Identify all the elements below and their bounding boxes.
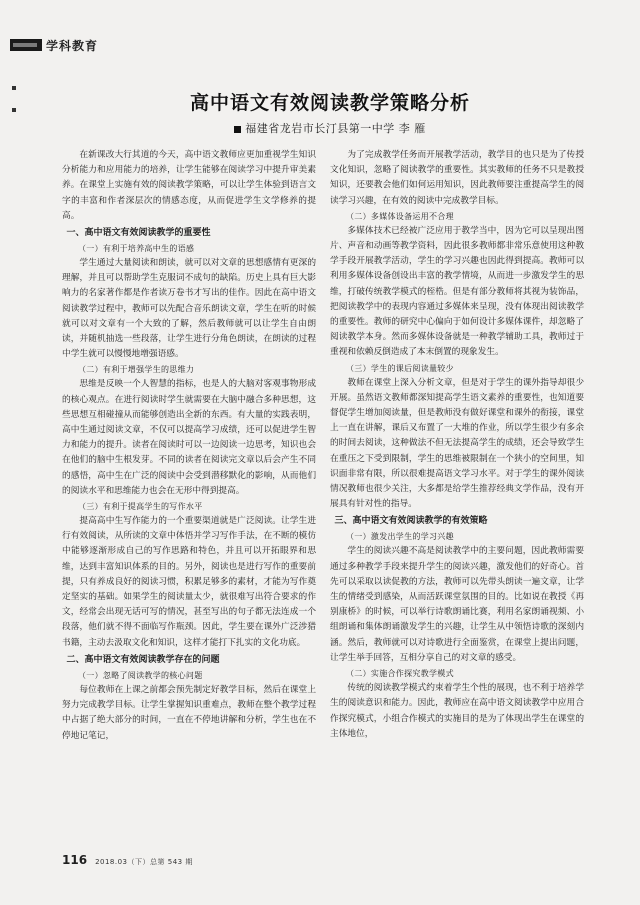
subsection-heading: （二）多媒体设备运用不合理	[346, 211, 454, 221]
section-label: 学科教育	[46, 38, 99, 53]
paragraph: 思维是反映一个人智慧的指标，也是人的大脑对客观事物形成的核心观点。在进行阅读时学生就需要在大脑中融合多种思想，这些思想互相碰撞从而能够创造出全新的东西。有大量的实践表明，高中生通过阅读文章，不仅可以提高学习成绩，还可以促进学生智力和能力的提升。读者在阅读时可以一边阅读一边思考，知识也会在他们的脑中生根发芽。不同的读者在阅读完文章以后会产生不同的感悟，高中生在广泛的阅读中会受到潜移默化的影响，从而他们的阅读水平和思维能力也会在无形中得到提高。	[62, 379, 316, 496]
author-text: 福建省龙岩市长汀县第一中学 李 雁	[245, 122, 426, 135]
page-footer	[62, 853, 193, 867]
subsection-heading: （一）有利于培养高中生的语感	[78, 244, 195, 254]
left-column	[62, 148, 316, 744]
subsection-heading: （三）有利于提高学生的写作水平	[78, 502, 203, 512]
margin-mark	[12, 108, 16, 112]
right-column	[330, 148, 584, 742]
issue-info: 2018.03（下）总第 543 期	[95, 858, 193, 866]
subsection-heading: （二）实施合作探究教学模式	[346, 669, 454, 679]
section-heading: 二、高中语文有效阅读教学存在的问题	[66, 654, 220, 665]
subsection-heading: （一）忽略了阅读教学的核心问题	[78, 670, 203, 680]
subsection-heading: （二）有利于增强学生的思维力	[78, 365, 195, 375]
paragraph: 学生通过大量阅读和朗读，就可以对文章的思想感情有更深的理解，并且可以帮助学生克服词不成句的缺陷。历史上具有巨大影响力的名家著作都是作者读万卷书才写出的佳作。因此在高中语文阅读教学过程中，教师可以先配合音乐朗读文章，学生在听的时候就可以对文章有一个大致的了解，然后教师就可以让学生自由朗读，并随机抽选一些段落，让学生进行分角色朗读，在朗读的过程中学生就可以慢慢地增强语感。	[62, 258, 316, 360]
page-number: 116	[62, 853, 88, 867]
paragraph: 在新课改大行其道的今天，高中语文教师应更加重视学生知识分析能力和应用能力的培养，让学生能够在阅读学习中提升审美素养。在课堂上实施有效的阅读教学策略，可以让学生体验到语言文字的丰富和作者深层次的情感态度，从而促进学生文学修养的提高。	[62, 150, 316, 221]
paragraph: 学生的阅读兴趣不高是阅读教学中的主要问题，因此教师需要通过多种教学手段来提升学生的阅读兴趣，激发他们的好奇心。首先可以采取以读促教的方法，教师可以先带头朗读一遍文章，让学生的情绪受到感染，从而活跃课堂氛围的目的。比如说在教授《再别康桥》的时候，可以举行诗歌朗诵比赛，利用名家朗诵视频、小组朗诵和集体朗诵激发学生的兴趣，让学生从中领悟诗歌的深刻内涵。然后，教师就可以对诗歌进行全面鉴赏，在课堂上提出问题，让学生举手回答，互相分享自己的对文章的感受。	[330, 546, 584, 663]
paragraph: 多媒体技术已经被广泛应用于教学当中，因为它可以呈现出图片、声音和动画等教学资料，因此很多教师都非常乐意使用这种教学手段开展教学活动，学生的学习兴趣也因此得到提高。教师可以利用多媒体设备创设出丰富的教学情境，从而进一步激发学生的思维，打破传统教学模式的桎梏。但是有部分教师将其视为装饰品，把阅读教学中的表现内容通过多媒体来呈现，没有体现出阅读教学的重要性。教师的研究中心偏向于如何设计多媒体课件，却忽略了阅读教学本身。然而多媒体设备就是一种教学辅助工具，教师过于重视和依赖反倒造成了本末倒置的现象发生。	[330, 225, 584, 358]
bullet-square-icon	[234, 126, 241, 133]
paragraph: 传统的阅读教学模式约束着学生个性的展现，也不利于培养学生的阅读意识和能力。因此，教师应在高中语文阅读教学中应用合作探究模式，小组合作模式的实施目的是为了体现出学生在课堂的主体地位，	[330, 683, 584, 739]
subsection-heading: （一）激发出学生的学习兴趣	[346, 532, 454, 542]
margin-marks	[12, 86, 20, 130]
paragraph: 每位教师在上课之前都会预先制定好教学目标，然后在课堂上努力完成教学目标。让学生掌握知识重难点，教师在整个教学过程中占据了绝大部分的时间，一直在不停地讲解和分析，学生也在不停地记笔记，	[62, 684, 316, 741]
section-heading: 三、高中语文有效阅读教学的有效策略	[334, 516, 488, 527]
paragraph: 提高高中生写作能力的一个重要渠道就是广泛阅读。让学生进行有效阅读，从所读的文章中体悟并学习写作手法，在不断的模仿中能够逐渐形成自己的写作思路和特色，并且可以开拓眼界和思维，达到丰富知识体系的目的。另外，阅读也是进行写作的重要前提，只有养成良好的阅读习惯，积累足够多的素材，才能为写作奠定坚实的基础。如果学生的阅读量太少，就很难写出符合要求的作文，经常会出现无话可写的情况，甚至写出的句子都无法连成一个段落，他们就不得不面临写作瓶颈。因此，学生要在课外广泛涉猎书籍，主动去汲取文化和知识，这样才能打下扎实的文化功底。	[62, 516, 316, 648]
subsection-heading: （三）学生的课后阅读量较少	[346, 363, 454, 373]
paragraph: 教师在课堂上深入分析文章，但是对于学生的课外指导却很少开展。虽然语文教师都深知提高学生语文素养的重要性，也知道要督促学生增加阅读量，但是教师没有做好课堂和课外的衔接，课堂上一直在讲解，课后又布置了一大堆的作业，所以学生很少有多余的时间去阅读，这种做法不但无法提高学生的成绩，还会导致学生在重压之下受到限制，学生的思维被限制在一个狭小的空间里，知识面非常有限，所以很难提高语文学习水平。对于学生的课外阅读情况教师也很少关注，大多都是给学生推荐经典文学作品，没有开展具有针对性的指导。	[330, 377, 584, 510]
author-line	[80, 120, 580, 136]
section-heading: 一、高中语文有效阅读教学的重要性	[66, 228, 211, 239]
section-header	[10, 36, 98, 54]
paragraph: 为了完成教学任务而开展教学活动，教学目的也只是为了传授文化知识，忽略了阅读教学的重要性。其实教师的任务不只是教授知识，还要教会他们如何运用知识，因此教师要注重提高学生的阅读学习兴趣，在有效的阅读中完成教学目标。	[330, 150, 584, 206]
margin-mark	[12, 86, 16, 90]
section-bar-icon	[10, 39, 42, 51]
article-title: 高中语文有效阅读教学策略分析	[189, 92, 470, 114]
